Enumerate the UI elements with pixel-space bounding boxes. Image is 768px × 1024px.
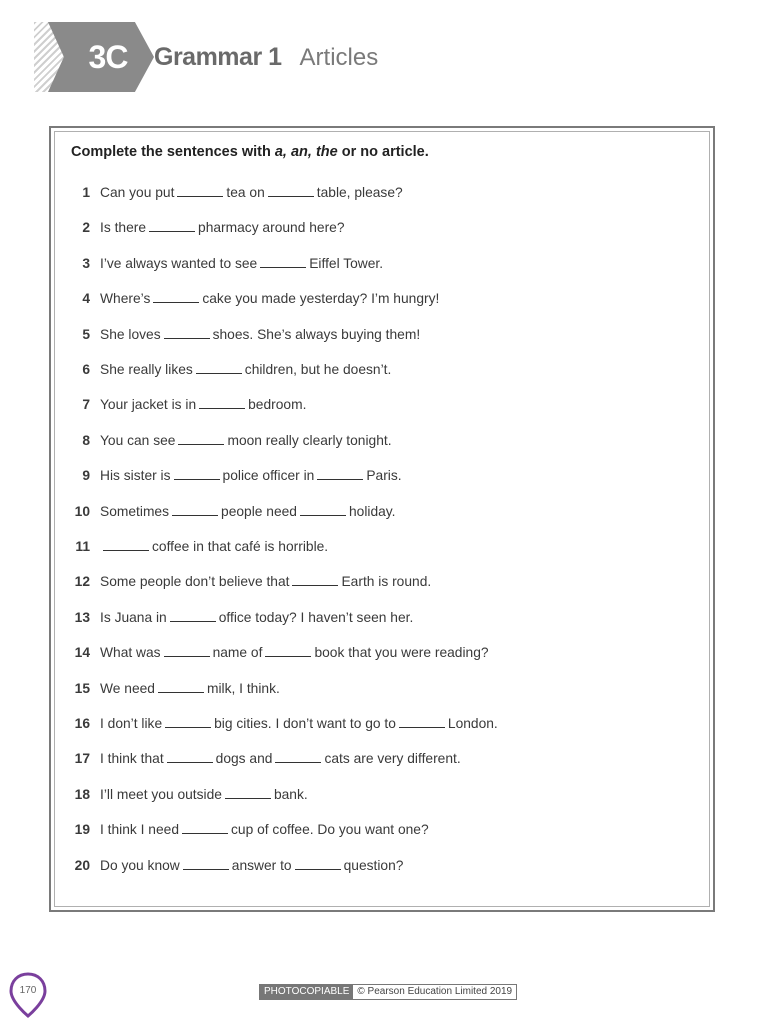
copyright-text: © Pearson Education Limited 2019 [357, 986, 513, 997]
question-text [100, 324, 420, 346]
question-item [51, 182, 713, 204]
question-text [100, 394, 306, 416]
question-number: 15 [74, 680, 90, 696]
question-text-part: people need [221, 503, 297, 519]
question-text [100, 217, 345, 239]
question-item [51, 394, 713, 416]
answer-blank[interactable] [260, 255, 306, 268]
question-text-part: cats are very different. [324, 751, 461, 767]
question-text-part: She loves [100, 326, 161, 342]
question-text-part: bedroom. [248, 397, 307, 413]
question-text-part: office today? I haven’t seen her. [218, 609, 414, 625]
question-text-part: London. [447, 716, 498, 731]
question-text [100, 430, 392, 452]
question-number: 7 [82, 397, 90, 413]
question-text [100, 678, 280, 700]
question-number: 6 [82, 362, 90, 377]
question-text-part: I’ve always wanted to see [100, 255, 258, 271]
question-text-part: Is there [100, 220, 147, 236]
question-item [51, 855, 713, 877]
question-text-part: What was [100, 645, 161, 661]
question-item [51, 288, 713, 310]
question-text-part: cake you made yesterday? I’m hungry! [202, 291, 440, 307]
question-text-part: Paris. [366, 468, 402, 484]
question-item [51, 784, 713, 806]
instruction-articles: a, an, the [274, 144, 338, 160]
question-text [100, 855, 403, 877]
question-number: 9 [82, 468, 90, 484]
question-item [51, 642, 713, 664]
answer-blank[interactable] [317, 467, 363, 480]
question-item [51, 607, 713, 629]
question-text-part: name of [212, 645, 263, 661]
question-text-part: I think I need [100, 822, 180, 838]
question-number: 14 [74, 645, 90, 661]
question-text [100, 642, 489, 664]
answer-blank[interactable] [170, 609, 216, 622]
answer-blank[interactable] [178, 432, 224, 445]
page-title [154, 40, 378, 78]
question-text-part: answer to [231, 857, 292, 873]
exercise-box [49, 126, 715, 912]
question-number: 3 [82, 255, 90, 271]
question-number: 1 [82, 185, 90, 200]
answer-blank[interactable] [183, 857, 229, 870]
answer-blank[interactable] [164, 644, 210, 657]
answer-blank[interactable] [103, 538, 149, 551]
question-text [100, 465, 402, 487]
answer-blank[interactable] [153, 290, 199, 303]
question-text-part: holiday. [348, 503, 396, 519]
question-item [51, 217, 713, 239]
answer-blank[interactable] [295, 857, 341, 870]
question-text-part: question? [343, 857, 404, 873]
question-number: 16 [74, 716, 90, 731]
answer-blank[interactable] [149, 219, 195, 232]
footer-copyright-tag [259, 984, 517, 1000]
question-text-part: She really likes [100, 362, 193, 377]
answer-blank[interactable] [165, 715, 211, 728]
question-text [100, 501, 396, 523]
question-text [100, 819, 429, 841]
question-text [100, 253, 383, 275]
question-text-part: book that you were reading? [314, 645, 489, 661]
photocopiable-label: PHOTOCOPIABLE [260, 985, 353, 999]
answer-blank[interactable] [174, 467, 220, 480]
question-text-part: His sister is [100, 468, 171, 484]
question-text [100, 748, 461, 770]
question-text-part: table, please? [316, 185, 403, 200]
question-number: 4 [82, 291, 90, 307]
question-text-part: cup of coffee. Do you want one? [231, 822, 429, 838]
answer-blank[interactable] [265, 644, 311, 657]
question-item [51, 571, 713, 593]
question-text-part: You can see [100, 432, 176, 448]
question-number: 12 [74, 574, 90, 590]
question-item [51, 359, 713, 381]
answer-blank[interactable] [275, 750, 321, 763]
question-item [51, 465, 713, 487]
question-text [100, 288, 439, 310]
question-text-part: Where’s [100, 291, 151, 307]
question-item [51, 819, 713, 841]
question-text [100, 607, 413, 629]
question-item [51, 536, 713, 558]
question-text [100, 571, 431, 593]
answer-blank[interactable] [300, 503, 346, 516]
page-header [34, 22, 734, 92]
question-text [100, 713, 498, 735]
question-number: 2 [82, 220, 90, 236]
question-item [51, 501, 713, 523]
question-number: 17 [74, 751, 90, 767]
question-text [100, 182, 403, 204]
question-text-part: pharmacy around here? [198, 220, 345, 236]
question-item [51, 430, 713, 452]
exercise-instruction [71, 142, 429, 162]
question-number: 11 [75, 539, 90, 554]
answer-blank[interactable] [158, 680, 204, 693]
question-text-part: I think that [100, 751, 164, 767]
title-main: Grammar 1 [154, 43, 282, 71]
question-number: 10 [74, 503, 90, 519]
question-text-part: tea on [226, 185, 265, 200]
question-text [100, 536, 328, 558]
question-text-part: Some people don’t believe that [100, 574, 290, 590]
question-text-part: Can you put [100, 185, 175, 200]
page-number: 170 [19, 985, 37, 996]
instruction-part: or no article. [337, 144, 429, 160]
question-number: 13 [74, 609, 90, 625]
question-number: 5 [82, 326, 90, 342]
answer-blank[interactable] [292, 573, 338, 586]
instruction-part: Complete the sentences with [71, 144, 275, 160]
question-text [100, 784, 308, 806]
question-text-part: Sometimes [100, 503, 170, 519]
question-text-part: Do you know [100, 857, 180, 873]
question-item [51, 748, 713, 770]
question-number: 20 [74, 857, 90, 873]
question-item [51, 713, 713, 735]
question-text-part: We need [100, 680, 155, 696]
question-text-part: milk, I think. [206, 680, 280, 696]
question-text-part: moon really clearly tonight. [227, 432, 392, 448]
question-item [51, 678, 713, 700]
question-text-part: coffee in that café is horrible. [152, 539, 329, 554]
question-text-part: dogs and [215, 751, 273, 767]
question-text-part: I’ll meet you outside [100, 786, 222, 802]
answer-blank[interactable] [199, 396, 245, 409]
unit-code: 3C [88, 39, 128, 75]
question-text-part: Eiffel Tower. [309, 255, 384, 271]
question-text-part: children, but he doesn’t. [244, 362, 392, 377]
title-subtitle: Articles [299, 44, 379, 71]
question-item [51, 324, 713, 346]
question-number: 19 [74, 822, 90, 838]
question-text-part: I don’t like [100, 716, 163, 731]
answer-blank[interactable] [177, 184, 223, 197]
answer-blank[interactable] [167, 750, 213, 763]
answer-blank[interactable] [172, 503, 218, 516]
question-item [51, 253, 713, 275]
question-text-part: Your jacket is in [100, 397, 197, 413]
question-text-part: shoes. She’s always buying them! [212, 326, 421, 342]
answer-blank[interactable] [196, 361, 242, 374]
question-text [100, 359, 391, 381]
question-text-part: Earth is round. [341, 574, 432, 590]
question-number: 18 [74, 786, 90, 802]
question-number: 8 [82, 432, 90, 448]
answer-blank[interactable] [225, 786, 271, 799]
answer-blank[interactable] [399, 715, 445, 728]
question-text-part: big cities. I don’t want to go to [214, 716, 396, 731]
question-text-part: police officer in [222, 468, 315, 484]
question-text-part: bank. [273, 786, 308, 802]
answer-blank[interactable] [182, 821, 228, 834]
question-text-part: Is Juana in [100, 609, 167, 625]
answer-blank[interactable] [164, 326, 210, 339]
answer-blank[interactable] [268, 184, 314, 197]
